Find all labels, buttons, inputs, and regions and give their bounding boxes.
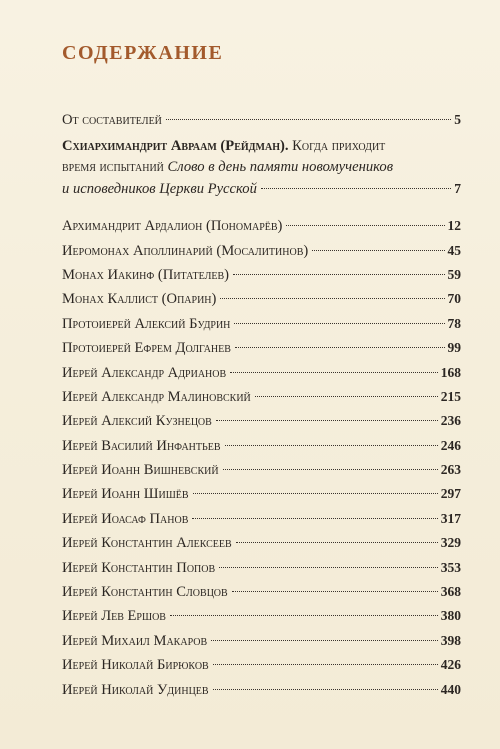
toc-entry-page: 99 [447, 340, 461, 356]
toc-entry [62, 263, 461, 287]
toc-entry-page: 7 [454, 181, 461, 197]
toc-entry-page: 215 [440, 388, 461, 404]
dot-leader [216, 420, 438, 421]
toc-entry-page: 263 [440, 462, 461, 478]
toc-entry-label: От составителей [62, 112, 162, 128]
toc-entry-label: Иерей Алексий Кузнецов [62, 413, 212, 430]
dot-leader [230, 372, 438, 373]
toc-entry-page: 353 [440, 559, 461, 575]
dot-leader [236, 542, 438, 543]
toc-entry-label: Иерей Иоанн Вишневский [62, 462, 219, 479]
dot-leader [232, 591, 438, 592]
toc-entry [62, 604, 461, 628]
toc-entry-label: Иерей Михаил Макаров [62, 632, 208, 649]
dot-leader [170, 615, 438, 616]
toc-entry-page: 78 [447, 315, 461, 331]
feature-subtitle-part-1: Слово в день памяти новомучеников [167, 159, 394, 176]
toc-entry-page: 317 [440, 510, 461, 526]
toc-entry [62, 531, 461, 555]
toc-entry [62, 409, 461, 433]
toc-entry-page: 236 [440, 413, 461, 429]
toc-entry-page: 168 [440, 364, 461, 380]
toc-entry [62, 629, 461, 653]
toc-entry-label: Иерей Николай Удинцев [62, 681, 209, 698]
toc-entry-page: 380 [440, 608, 461, 624]
toc-entry-page: 45 [447, 242, 461, 258]
dot-leader [261, 188, 451, 189]
toc-entry-page: 440 [440, 681, 461, 697]
dot-leader [234, 323, 444, 324]
feature-line-2 [62, 157, 461, 178]
toc-entry-label: Архимандрит Ардалион (Пономарёв) [62, 218, 283, 235]
toc-entry-label: Иерей Константин Попов [62, 559, 216, 576]
dot-leader [166, 119, 451, 120]
toc-entry [62, 287, 461, 311]
toc-entry-feature [62, 136, 461, 200]
dot-leader [233, 274, 444, 275]
toc-entry-page: 12 [447, 218, 461, 234]
toc-entry-intro [62, 108, 461, 132]
toc-entry-label: Иерей Александр Адрианов [62, 364, 227, 381]
toc-entry [62, 385, 461, 409]
toc-entry-label: Иеромонах Аполлинарий (Мосалитинов) [62, 242, 309, 259]
toc-entry [62, 580, 461, 604]
toc-entry-page: 426 [440, 657, 461, 673]
dot-leader [220, 298, 444, 299]
toc-entry-label: Протоиерей Ефрем Долганев [62, 340, 231, 357]
toc-entry [62, 507, 461, 531]
toc-entry-page: 329 [440, 535, 461, 551]
toc-entry [62, 556, 461, 580]
feature-subtitle-part-2: и исповедников Церкви Русской [62, 181, 257, 198]
feature-line-3 [62, 178, 461, 200]
toc-entry-label: Иерей Иоасаф Панов [62, 510, 189, 527]
dot-leader [211, 640, 438, 641]
feature-title-part-1: Когда приходит [292, 138, 386, 155]
toc-entry-label: Иерей Василий Инфантьев [62, 437, 221, 454]
feature-title-part-2: время испытаний [62, 159, 164, 176]
feature-line-1 [62, 136, 461, 157]
toc-entry-label: Иерей Николай Бирюков [62, 657, 209, 674]
dot-leader [235, 347, 445, 348]
dot-leader [192, 518, 437, 519]
dot-leader [213, 689, 438, 690]
toc-entry-label: Иерей Иоанн Шишёв [62, 486, 189, 503]
toc-entry-page: 246 [440, 437, 461, 453]
toc-entry [62, 361, 461, 385]
dot-leader [193, 493, 438, 494]
dot-leader [286, 225, 444, 226]
toc-entry-page: 368 [440, 584, 461, 600]
toc-entry-label: Монах Каллист (Опарин) [62, 291, 217, 308]
dot-leader [223, 469, 438, 470]
dot-leader [213, 664, 438, 665]
page-title: СОДЕРЖАНИЕ [62, 42, 224, 64]
toc-entry [62, 214, 461, 238]
dot-leader [225, 445, 438, 446]
feature-author: Схиархимандрит Авраам (Рейдман). [62, 138, 289, 155]
dot-leader [219, 567, 438, 568]
toc-entry-page: 297 [440, 486, 461, 502]
toc-entry [62, 653, 461, 677]
toc-entry-page: 5 [454, 112, 461, 127]
toc-entry-page: 70 [447, 291, 461, 307]
table-of-contents [62, 108, 461, 702]
toc-entry [62, 458, 461, 482]
toc-entry-label: Иерей Александр Малиновский [62, 388, 251, 405]
toc-entry [62, 312, 461, 336]
toc-entry-label: Монах Иакинф (Питателев) [62, 266, 230, 283]
toc-entry-label: Иерей Константин Словцов [62, 584, 228, 601]
toc-entry-label: Протоиерей Алексий Будрин [62, 315, 231, 332]
toc-entry [62, 336, 461, 360]
toc-entry [62, 482, 461, 506]
dot-leader [255, 396, 438, 397]
dot-leader [312, 250, 444, 251]
toc-entry-page: 398 [440, 632, 461, 648]
toc-entry-label: Иерей Константин Алексеев [62, 535, 232, 552]
toc-entry-page: 59 [447, 266, 461, 282]
toc-entry [62, 434, 461, 458]
toc-entry-label: Иерей Лев Ершов [62, 608, 166, 625]
toc-entry [62, 678, 461, 702]
toc-entry-list [62, 214, 461, 702]
toc-entry [62, 239, 461, 263]
